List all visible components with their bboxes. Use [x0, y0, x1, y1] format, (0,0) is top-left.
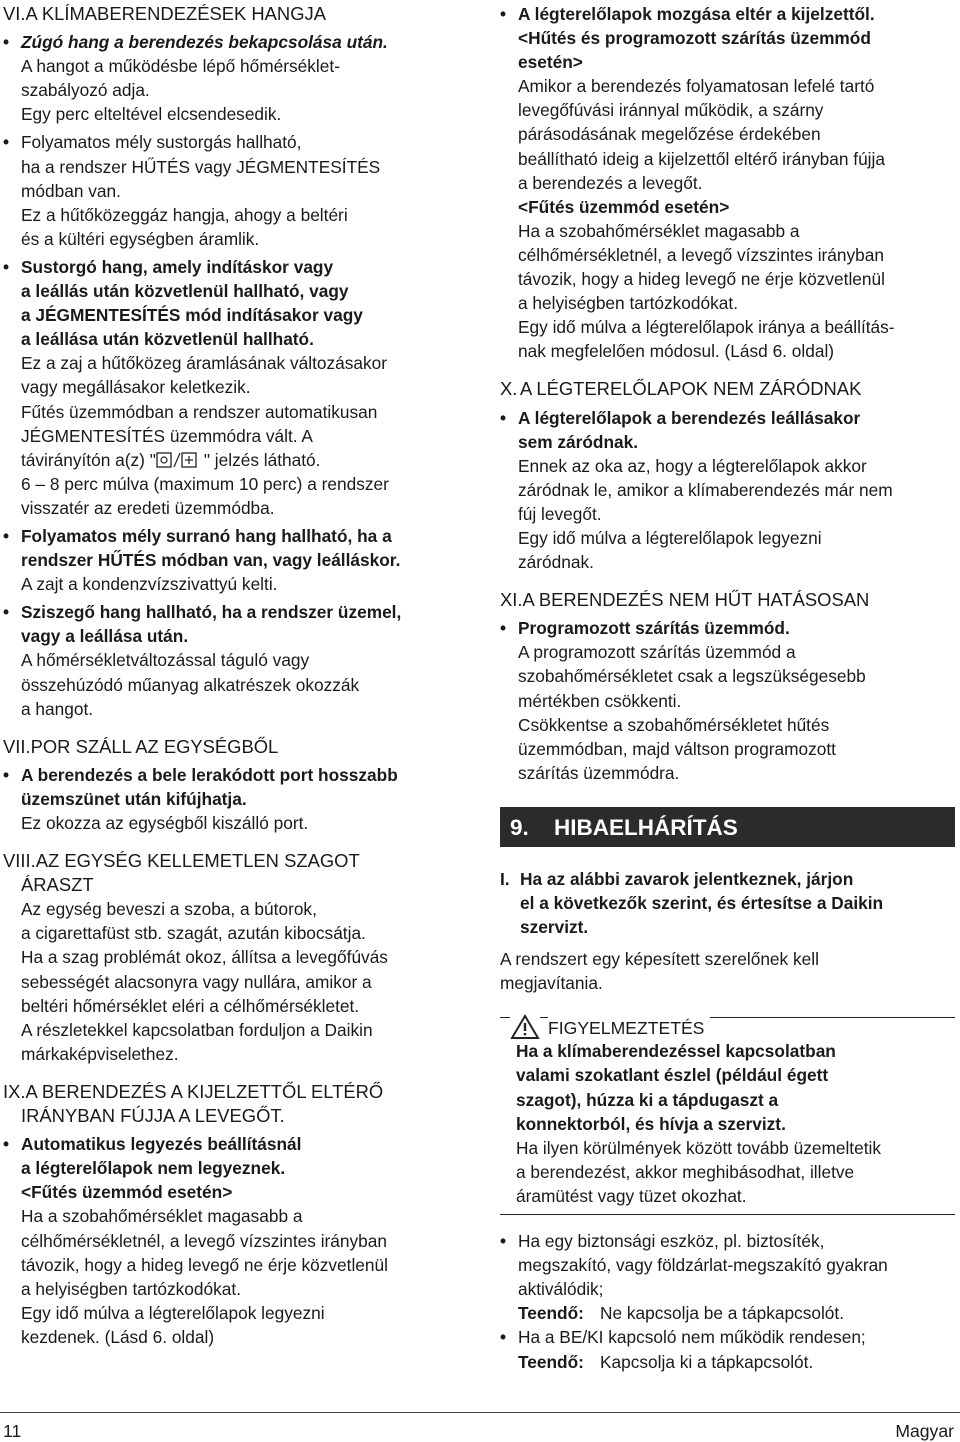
item-text: célhőmérsékletnél, a levegő vízszintes irányban: [518, 244, 884, 265]
warning-text: Ha ilyen körülmények között tovább üzemeltetik: [516, 1137, 881, 1158]
item-heading: a leállása után közvetlenül hallható.: [21, 329, 314, 350]
item-text: A programozott szárítás üzemmód a: [518, 642, 796, 663]
title-line: ÁRASZT: [21, 874, 94, 896]
item-text: A zajt a kondenzvízszivattyú kelti.: [21, 574, 278, 595]
item-text: beállítható ideig a kijelzettől eltérő irányban fújja: [518, 148, 885, 169]
section-number: X.: [500, 378, 518, 400]
bullet-icon: •: [3, 764, 10, 785]
title-line: Ha az alábbi zavarok jelentkeznek, járjon: [520, 868, 854, 889]
list-item: [500, 1325, 955, 1373]
item-text: szárítás üzemmódra.: [518, 762, 680, 783]
item-text: ha a rendszer HŰTÉS vagy JÉGMENTESÍTÉS: [21, 156, 381, 177]
section-title-text: [520, 867, 955, 939]
section-ix-title: [3, 1080, 473, 1104]
list-item: [500, 406, 955, 575]
item-heading: a légterelőlapok nem legyeznek.: [21, 1158, 286, 1179]
item-text: párásodásának megelőzése érdekében: [518, 124, 821, 145]
page-number: 11: [3, 1421, 22, 1441]
item-heading: A légterelőlapok a berendezés leállásakor: [518, 407, 861, 428]
item-text: Folyamatos mély sustorgás hallható,: [21, 132, 302, 153]
item-text-part: távirányítón a(z) ": [21, 449, 156, 470]
section-title-text: POR SZÁLL AZ EGYSÉGBŐL: [30, 735, 279, 757]
todo-line: [518, 1350, 955, 1374]
todo-text: Kapcsolja ki a tápkapcsolót.: [600, 1351, 814, 1372]
warning-text: a berendezést, akkor meghibásodhat, illetve: [516, 1161, 855, 1182]
warning-heading: szagot), húzza ki a tápdugaszt a: [516, 1089, 779, 1110]
item-text: [21, 448, 473, 472]
item-text: beltéri hőmérséklet eléri a célhőmérsékletet.: [21, 995, 360, 1016]
item-text: Egy perc elteltével elcsendesedik.: [21, 104, 282, 125]
item-text: Ha egy biztonsági eszköz, pl. biztosíték,: [518, 1231, 825, 1252]
item-text: a cigarettafüst stb. szagát, azután kibocsátja.: [21, 923, 366, 944]
bullet-icon: •: [3, 32, 10, 53]
item-text: Az egység beveszi a szoba, a bútorok,: [21, 899, 317, 920]
item-text: távozik, hogy a hideg levegő ne érje közvetlenül: [518, 269, 885, 290]
item-text: Fűtés üzemmódban a rendszer automatikusan: [21, 401, 378, 422]
section-number: IX.: [3, 1080, 26, 1102]
section-vi-title: [3, 2, 473, 26]
section-vii-title: [3, 735, 473, 759]
section-number: I.: [500, 868, 510, 889]
item-text: márkaképviselethez.: [21, 1043, 179, 1064]
section-title-text: A KLÍMABERENDEZÉSEK HANGJA: [25, 3, 326, 24]
item-heading: a JÉGMENTESÍTÉS mód indításakor vagy: [21, 305, 363, 326]
item-text: Ha a szag problémát okoz, állítsa a levegőfúvás: [21, 947, 388, 968]
chapter-header: [500, 807, 955, 847]
section-title-text: A BERENDEZÉS A KIJELZETTŐL ELTÉRŐ: [25, 1080, 384, 1102]
item-text: szobahőmérsékletet csak a legszükségesebb: [518, 666, 866, 687]
section-title-text: A BERENDEZÉS NEM HŰT HATÁSOSAN: [522, 589, 870, 611]
item-text: A hangot a működésbe lépő hőmérséklet-: [21, 56, 340, 77]
left-column: [3, 2, 473, 1353]
warning-body: [500, 1039, 955, 1208]
warning-heading: valami szokatlant észlel (például égett: [516, 1065, 829, 1086]
list-item: [3, 600, 473, 720]
item-text: a hangot.: [21, 698, 94, 719]
item-text: Egy idő múlva a légterelőlapok legyezni: [518, 527, 822, 548]
item-text: visszatér az eredeti üzemmódba.: [21, 497, 275, 518]
item-heading: Programozott szárítás üzemmód.: [518, 618, 790, 639]
bullet-icon: •: [3, 256, 10, 277]
list-item: [3, 130, 473, 250]
item-heading: Automatikus legyezés beállításnál: [21, 1134, 302, 1155]
list-item: [3, 524, 473, 596]
list-item: [3, 763, 473, 835]
item-text: a berendezés a levegőt.: [518, 172, 703, 193]
item-text: üzemmódban, majd váltson programozott: [518, 738, 836, 759]
item-text: mértékben csökkenti.: [518, 690, 682, 711]
item-text: A hőmérsékletváltozással táguló vagy: [21, 650, 310, 671]
subsection-i-title: [500, 867, 955, 939]
item-heading: A légterelőlapok mozgása eltér a kijelzettől.: [518, 4, 875, 24]
section-number: VIII.: [3, 850, 36, 872]
list-item: [3, 255, 473, 520]
list-item: [3, 30, 473, 126]
item-text: JÉGMENTESÍTÉS üzemmódra vált. A: [21, 425, 313, 446]
item-text: Ennek az oka az, hogy a légterelőlapok akkor: [518, 455, 867, 476]
section-title-text: A LÉGTERELŐLAPOK NEM ZÁRÓDNAK: [520, 378, 862, 400]
item-subheading: esetén>: [518, 52, 583, 73]
bullet-icon: •: [500, 407, 507, 428]
right-column: [500, 2, 955, 1374]
item-heading: A berendezés a bele lerakódott port hosszabb: [21, 764, 398, 785]
item-text: a helyiségben tartózkodókat.: [518, 293, 738, 314]
todo-label: Teendő:: [518, 1351, 584, 1372]
section-number: VII.: [3, 735, 31, 757]
title-line: szervizt.: [520, 917, 589, 938]
warning-heading: konnektorból, és hívja a szervizt.: [516, 1113, 786, 1134]
item-text: szabályozó adja.: [21, 80, 150, 101]
item-text: módban van.: [21, 180, 121, 201]
bullet-icon: •: [500, 618, 507, 639]
item-heading: Folyamatos mély surranó hang hallható, ha a: [21, 525, 392, 546]
section-number: XI.: [500, 589, 523, 611]
item-subheading: <Fűtés üzemmód esetén>: [518, 196, 730, 217]
list-item: [3, 1132, 473, 1349]
item-text: nak megfelelően módosul. (Lásd 6. oldal): [518, 341, 835, 362]
item-heading: Zúgó hang a berendezés bekapcsolása után.: [21, 32, 388, 53]
item-text: megszakító, vagy földzárlat-megszakító gyakran: [518, 1255, 888, 1276]
section-viii-body: [3, 873, 473, 1066]
list-item: [500, 616, 955, 785]
item-text: 6 – 8 perc múlva (maximum 10 perc) a rendszer: [21, 473, 389, 494]
item-heading: sem záródnak.: [518, 431, 639, 452]
bullet-icon: •: [500, 1327, 507, 1348]
bullet-icon: •: [3, 525, 10, 546]
title-line: el a következők szerint, és értesítse a Daikin: [520, 893, 884, 913]
item-heading: Sustorgó hang, amely indításkor vagy: [21, 256, 334, 277]
todo-label: Teendő:: [518, 1303, 584, 1324]
page-footer: [0, 1412, 960, 1441]
section-xi-title: [500, 588, 955, 612]
item-text-part: " jelzés látható.: [203, 449, 321, 470]
section-viii-title: [3, 849, 473, 873]
item-heading: a leállás után közvetlenül hallható, vagy: [21, 281, 349, 302]
item-text: Ha a szobahőmérséklet magasabb a: [518, 220, 800, 241]
item-text: fúj levegőt.: [518, 503, 602, 524]
item-text: Ha a BE/KI kapcsoló nem működik rendesen;: [518, 1327, 866, 1348]
item-text: távozik, hogy a hideg levegő ne érje közvetlenül: [21, 1254, 388, 1275]
item-heading: Sziszegő hang hallható, ha a rendszer üzemel,: [21, 602, 402, 623]
item-text: Csökkentse a szobahőmérsékletet hűtés: [518, 714, 830, 735]
warning-icon: [510, 1014, 540, 1040]
item-text: Amikor a berendezés folyamatosan lefelé tartó: [518, 76, 875, 97]
item-text: A részletekkel kapcsolatban forduljon a Daikin: [21, 1019, 373, 1040]
section-title-text: [36, 849, 473, 873]
section-number: VI.: [3, 3, 26, 24]
item-text: vagy megállásakor keletkezik.: [21, 377, 251, 398]
section-x-title: [500, 377, 955, 401]
item-heading: rendszer HŰTÉS módban van, vagy leálláskor.: [21, 550, 401, 571]
bullet-icon: •: [500, 1231, 507, 1252]
warning-heading: Ha a klímaberendezéssel kapcsolatban: [516, 1041, 836, 1062]
item-text: a helyiségben tartózkodókat.: [21, 1278, 241, 1299]
item-text: Ez okozza az egységből kiszálló port.: [21, 813, 309, 833]
item-text: Ha a szobahőmérséklet magasabb a: [21, 1206, 303, 1227]
language-label: Magyar: [895, 1421, 954, 1441]
warning-text: áramütést vagy tüzet okozhat.: [516, 1185, 747, 1206]
item-heading: üzemszünet után kifújhatja.: [21, 788, 247, 809]
item-text: Ez a hűtőközeggáz hangja, ahogy a beltéri: [21, 204, 348, 225]
list-item: [500, 1229, 955, 1325]
bullet-icon: •: [3, 602, 10, 623]
defrost-indicator-icon: [156, 450, 204, 470]
item-heading: vagy a leállása után.: [21, 626, 189, 647]
item-text: Egy idő múlva a légterelőlapok iránya a beállítás-: [518, 317, 895, 338]
todo-line: [518, 1301, 955, 1325]
paragraph-text: megjavítania.: [500, 973, 603, 994]
paragraph-text: A rendszert egy képesített szerelőnek kell: [500, 949, 819, 970]
warning-label: FIGYELMEZTETÉS: [548, 1016, 710, 1040]
item-subheading: <Fűtés üzemmód esetén>: [21, 1182, 233, 1203]
item-text: levegőfúvási iránnyal működik, a szárny: [518, 100, 824, 121]
chapter-number: 9.: [510, 814, 529, 840]
bullet-icon: •: [3, 132, 10, 153]
item-text: célhőmérsékletnél, a levegő vízszintes irányban: [21, 1230, 387, 1251]
chapter-title: HIBAELHÁRÍTÁS: [554, 814, 738, 840]
item-text: záródnak le, amikor a klímaberendezés már nem: [518, 479, 893, 500]
title-line: AZ EGYSÉG KELLEMETLEN SZAGOT: [35, 850, 360, 872]
item-subheading: <Hűtés és programozott szárítás üzemmód: [518, 28, 871, 49]
title-line: IRÁNYBAN FÚJJA A LEVEGŐT.: [21, 1105, 285, 1127]
warning-header: [500, 1017, 955, 1047]
item-text: záródnak.: [518, 552, 594, 573]
item-text: és a kültéri egységben áramlik.: [21, 228, 260, 249]
list-item: [500, 2, 955, 363]
item-text: sebességét alacsonyra vagy nullára, amikor a: [21, 971, 372, 992]
item-text: aktiválódik;: [518, 1279, 604, 1300]
item-text: Ez a zaj a hűtőközeg áramlásának változásakor: [21, 353, 387, 374]
item-text: összehúzódó műanyag alkatrészek okozzák: [21, 674, 360, 695]
bullet-icon: •: [3, 1134, 10, 1155]
warning-divider: [500, 1214, 955, 1215]
item-text: Egy idő múlva a légterelőlapok legyezni: [21, 1302, 325, 1323]
bullet-icon: •: [500, 4, 507, 24]
item-text: kezdenek. (Lásd 6. oldal): [21, 1326, 215, 1347]
todo-text: Ne kapcsolja be a tápkapcsolót.: [600, 1303, 845, 1324]
